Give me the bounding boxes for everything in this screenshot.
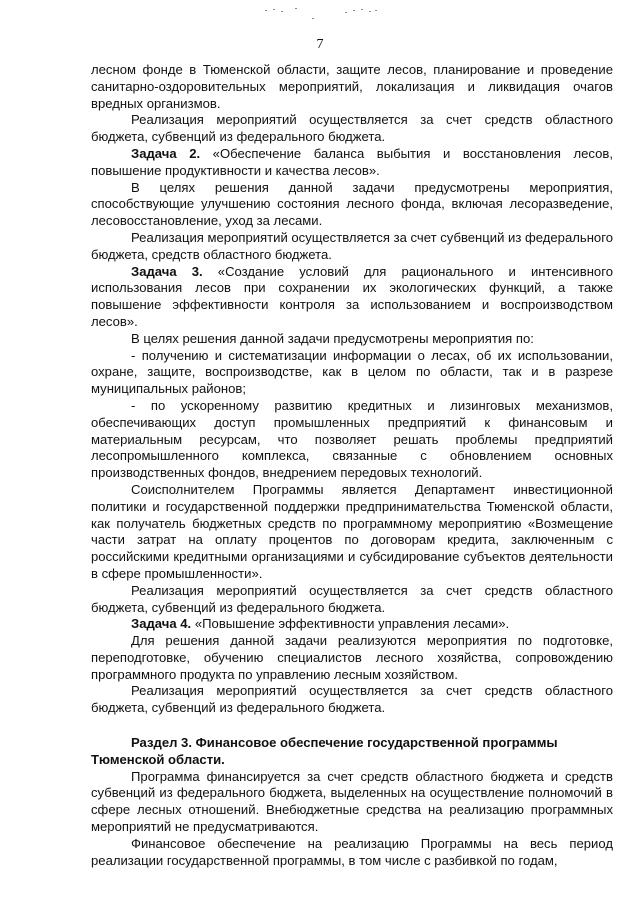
paragraph-task-4-measures: Для решения данной задачи реализуются мероприятия по подготовке, переподготовке, обучению специалистов лесного хозяйства, сопровождению программного продукта по управлению лесным хозяйством. <box>91 633 613 682</box>
paragraph-forest-protection: лесном фонде в Тюменской области, защите лесов, планирование и проведение санитарно-оздоровительных мероприятий, локализация и ликвидация очагов вредных организмов. <box>91 62 613 111</box>
task-label: Задача 2. <box>131 145 201 161</box>
paragraph-task-3-intro: В целях решения данной задачи предусмотрены мероприятия по: <box>131 330 534 346</box>
paragraph-financial-support: Финансовое обеспечение на реализацию Программы на весь период реализации государственной программы, в том числе с разбивкой по годам, <box>91 835 613 868</box>
paragraph-task-2-measures: В целях решения данной задачи предусмотрены мероприятия, способствующие улучшению состояния лесного фонда, включая лесоразведение, лесовосстановление, уход за лесами. <box>91 179 613 229</box>
task-label: Задача 3. <box>131 263 203 279</box>
paragraph-funding-1: Реализация мероприятий осуществляется за счет средств областного бюджета, субвенций из федерального бюджета. <box>91 112 613 145</box>
document-body <box>91 62 613 869</box>
paragraph-program-financing: Программа финансируется за счет средств областного бюджета и средств субвенций из федерального бюджета, выделенных на осуществление полномочий в сфере лесных отношений. Внебюджетные средства на реализацию программных мероприятий не предусматриваются. <box>91 768 613 835</box>
task-2-heading: Задача 2. «Обеспечение баланса выбытия и восстановления лесов, повышение продуктивности и качества лесов». <box>91 145 613 178</box>
task-3-heading: Задача 3. «Создание условий для рационального и интенсивного использования лесов при сохранении их экологических функций, а также повышение эффективности контроля за использованием и воспроизводством лесов». <box>91 263 613 329</box>
scan-marks <box>255 4 395 20</box>
list-item-information: - получению и систематизации информации о лесах, об их использовании, охране, защите, воспроизводстве, как в целом по области, так и в разрезе муниципальных районов; <box>91 347 613 397</box>
section-3-heading: Раздел 3. Финансовое обеспечение государственной программы Тюменской области. <box>91 735 558 767</box>
paragraph-funding-2: Реализация мероприятий осуществляется за счет субвенций из федерального бюджета, средств областного бюджета. <box>91 229 613 262</box>
paragraph-funding-3: Реализация мероприятий осуществляется за счет средств областного бюджета, субвенций из федерального бюджета. <box>91 582 613 615</box>
list-item-credit: - по ускоренному развитию кредитных и лизинговых механизмов, обеспечивающих доступ промышленных предприятий к финансовым и материальным ресурсам, что позволяет решать проблемы предприятий лесопромышленного комплекса, связанные с обновлением основных производственных фондов, внедрением передовых технологий. <box>91 397 613 481</box>
paragraph-funding-4: Реализация мероприятий осуществляется за счет средств областного бюджета, субвенций из федерального бюджета. <box>91 683 613 716</box>
paragraph-co-executor: Соисполнителем Программы является Департамент инвестиционной политики и государственной поддержки предпринимательства Тюменской области, как получатель бюджетных средств по программному мероприятию «Возмещение части затрат на оплату процентов по договорам кредита, заключенным с российскими кредитными организациями и субсидирование субъектов деятельности в сфере промышленности». <box>91 481 613 581</box>
task-label: Задача 4. <box>131 616 192 632</box>
page-number: 7 <box>316 37 324 52</box>
task-4-heading: Задача 4. «Повышение эффективности управления лесами». <box>131 616 510 632</box>
